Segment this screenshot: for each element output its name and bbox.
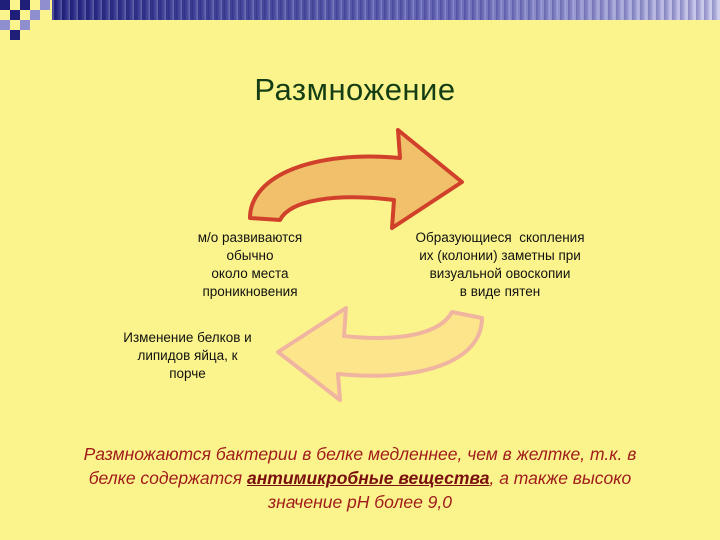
label-bottom-line: липидов яйца, к (137, 348, 238, 363)
footer-emphasis: антимикробные вещества (246, 468, 490, 488)
label-left-line: обычно (226, 248, 274, 263)
label-bottom (100, 329, 275, 383)
label-right (390, 229, 610, 301)
label-bottom-line: Изменение белков и (123, 330, 252, 345)
label-left-line: около места (211, 266, 289, 281)
bottom-arrow (278, 308, 482, 400)
label-left (170, 229, 330, 301)
footer-text: белке содержатся (88, 468, 247, 488)
label-left-line: проникновения (202, 284, 298, 299)
slide-title-text: Размножение (254, 72, 456, 107)
label-right-line: в виде пятен (459, 284, 541, 299)
label-right-line: их (колонии) заметны при (419, 248, 581, 263)
footer-line: значение рН более 9,0 (267, 492, 453, 512)
label-left-line: м/о развиваются (197, 230, 303, 245)
label-right-line: Образующиеся скопления (415, 230, 585, 245)
footer-text: , а также высоко (489, 468, 632, 488)
footer-line: Размножаются бактерии в белке медленнее, чем в желтке, т.к. в (83, 444, 637, 464)
footer-note (40, 442, 680, 514)
footer-line (40, 466, 680, 490)
label-right-line: визуальной овоскопии (429, 266, 571, 281)
label-bottom-line: порче (169, 366, 206, 381)
top-arrow (250, 130, 462, 228)
